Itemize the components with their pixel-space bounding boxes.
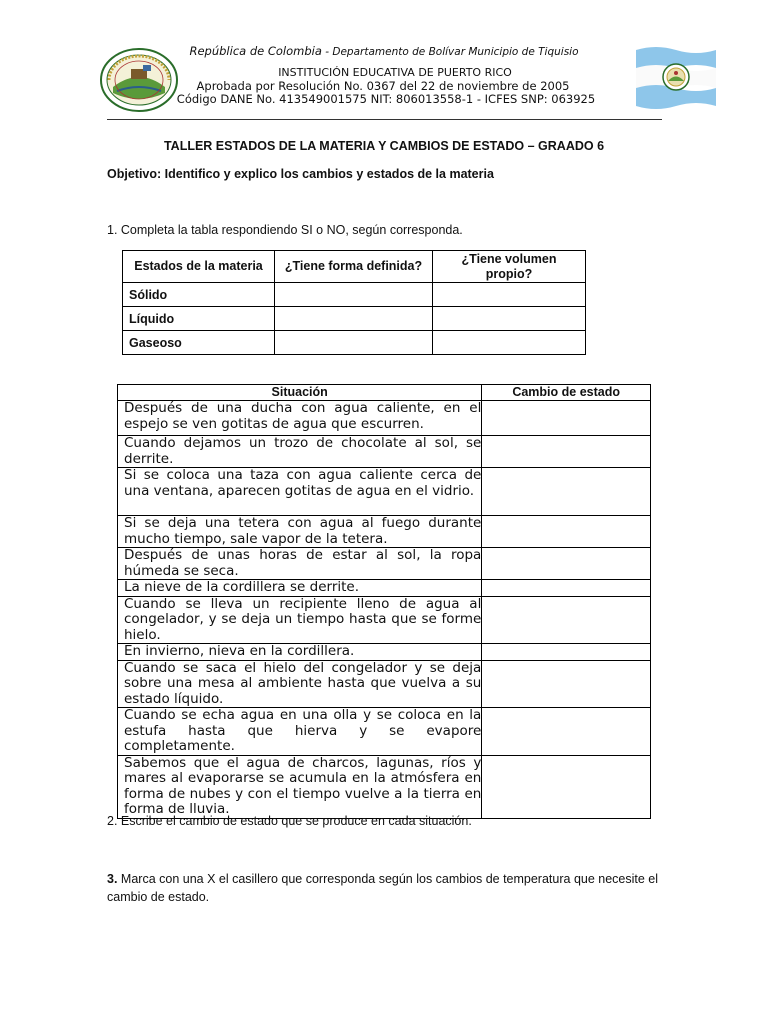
answer-cell[interactable]	[482, 516, 651, 548]
situation-text: Si se coloca una taza con agua caliente cerca de una ventana, aparecen gotitas de agua en el vidrio.	[118, 468, 482, 516]
answer-cell[interactable]	[482, 468, 651, 516]
answer-cell[interactable]	[275, 283, 433, 307]
table-header-row	[123, 251, 586, 283]
situations-table	[117, 384, 651, 819]
situation-text: Cuando se echa agua en una olla y se coloca en la estufa hasta que hierva y se evapore completamente.	[118, 708, 482, 756]
row-label-liquid: Líquido	[123, 307, 275, 331]
table-row	[118, 401, 651, 436]
objective: Objetivo: Identifico y explico los cambios y estados de la materia	[107, 167, 494, 181]
situation-text: Cuando dejamos un trozo de chocolate al sol, se derrite.	[118, 436, 482, 468]
situation-text: Después de unas horas de estar al sol, la ropa húmeda se seca.	[118, 548, 482, 580]
answer-cell[interactable]	[433, 307, 586, 331]
question-1: 1. Completa la tabla respondiendo SI o NO, según corresponda.	[107, 223, 463, 237]
header-country: República de Colombia	[189, 44, 322, 58]
table-row	[118, 708, 651, 756]
situation-text: Sabemos que el agua de charcos, lagunas, ríos y mares al evaporarse se acumula en la atmósfera en forma de nubes y con el tiempo vuelve a la tierra en forma de lluvia.	[118, 755, 482, 818]
table-row	[118, 580, 651, 597]
worksheet-title: TALLER ESTADOS DE LA MATERIA Y CAMBIOS DE ESTADO – GRAADO 6	[163, 139, 605, 153]
table-header-row	[118, 385, 651, 401]
states-table	[122, 250, 586, 355]
answer-cell[interactable]	[482, 596, 651, 644]
situation-text: Después de una ducha con agua caliente, en el espejo se ven gotitas de agua que escurren.	[118, 401, 482, 436]
approval-line: Aprobada por Resolución No. 0367 del 22 de noviembre de 2005	[196, 79, 570, 93]
situation-text: En invierno, nieva en la cordillera.	[118, 644, 482, 661]
header-divider	[107, 119, 662, 120]
table-row	[118, 644, 651, 661]
table-row	[118, 516, 651, 548]
question-3-text: Marca con una X el casillero que corresponda según los cambios de temperatura que necesite el cambio de estado.	[107, 872, 659, 904]
table-row	[118, 436, 651, 468]
answer-cell[interactable]	[482, 548, 651, 580]
situation-text: Cuando se lleva un recipiente lleno de agua al congelador, y se deja un tiempo hasta que se forme hielo.	[118, 596, 482, 644]
row-label-solid: Sólido	[123, 283, 275, 307]
answer-cell[interactable]	[482, 644, 651, 661]
question-2: 2. Escribe el cambio de estado que se produce en cada situación.	[107, 814, 472, 828]
table-row	[118, 660, 651, 708]
question-3-number: 3.	[107, 872, 118, 886]
answer-cell[interactable]	[275, 307, 433, 331]
situation-text: La nieve de la cordillera se derrite.	[118, 580, 482, 597]
codes-line: Código DANE No. 413549001575 NIT: 806013558-1 - ICFES SNP: 063925	[176, 92, 596, 106]
answer-cell[interactable]	[482, 580, 651, 597]
question-3	[107, 870, 662, 906]
situation-text: Cuando se saca el hielo del congelador y se deja sobre una mesa al ambiente hasta que vuelva a su estado líquido.	[118, 660, 482, 708]
municipal-flag-logo	[634, 44, 718, 112]
answer-cell[interactable]	[482, 401, 651, 436]
answer-cell[interactable]	[433, 283, 586, 307]
answer-cell[interactable]	[482, 755, 651, 818]
answer-cell[interactable]	[433, 331, 586, 355]
table-row	[123, 307, 586, 331]
header-volume: ¿Tiene volumen propio?	[433, 251, 586, 283]
header-department: - Departamento de Bolívar Municipio de Tiquisio	[321, 46, 579, 58]
header-state: Estados de la materia	[123, 251, 275, 283]
answer-cell[interactable]	[275, 331, 433, 355]
situation-text: Si se deja una tetera con agua al fuego durante mucho tiempo, sale vapor de la tetera.	[118, 516, 482, 548]
table-row	[123, 331, 586, 355]
table-row	[118, 548, 651, 580]
answer-cell[interactable]	[482, 708, 651, 756]
row-label-gas: Gaseoso	[123, 331, 275, 355]
header-shape: ¿Tiene forma definida?	[275, 251, 433, 283]
table-row	[118, 468, 651, 516]
table-row	[118, 596, 651, 644]
header-situation: Situación	[118, 385, 482, 401]
table-row	[123, 283, 586, 307]
school-seal-logo	[99, 47, 179, 113]
table-row	[118, 755, 651, 818]
institution-name: INSTITUCIÓN EDUCATIVA DE PUERTO RICO	[278, 66, 512, 79]
header-change: Cambio de estado	[482, 385, 651, 401]
answer-cell[interactable]	[482, 436, 651, 468]
answer-cell[interactable]	[482, 660, 651, 708]
